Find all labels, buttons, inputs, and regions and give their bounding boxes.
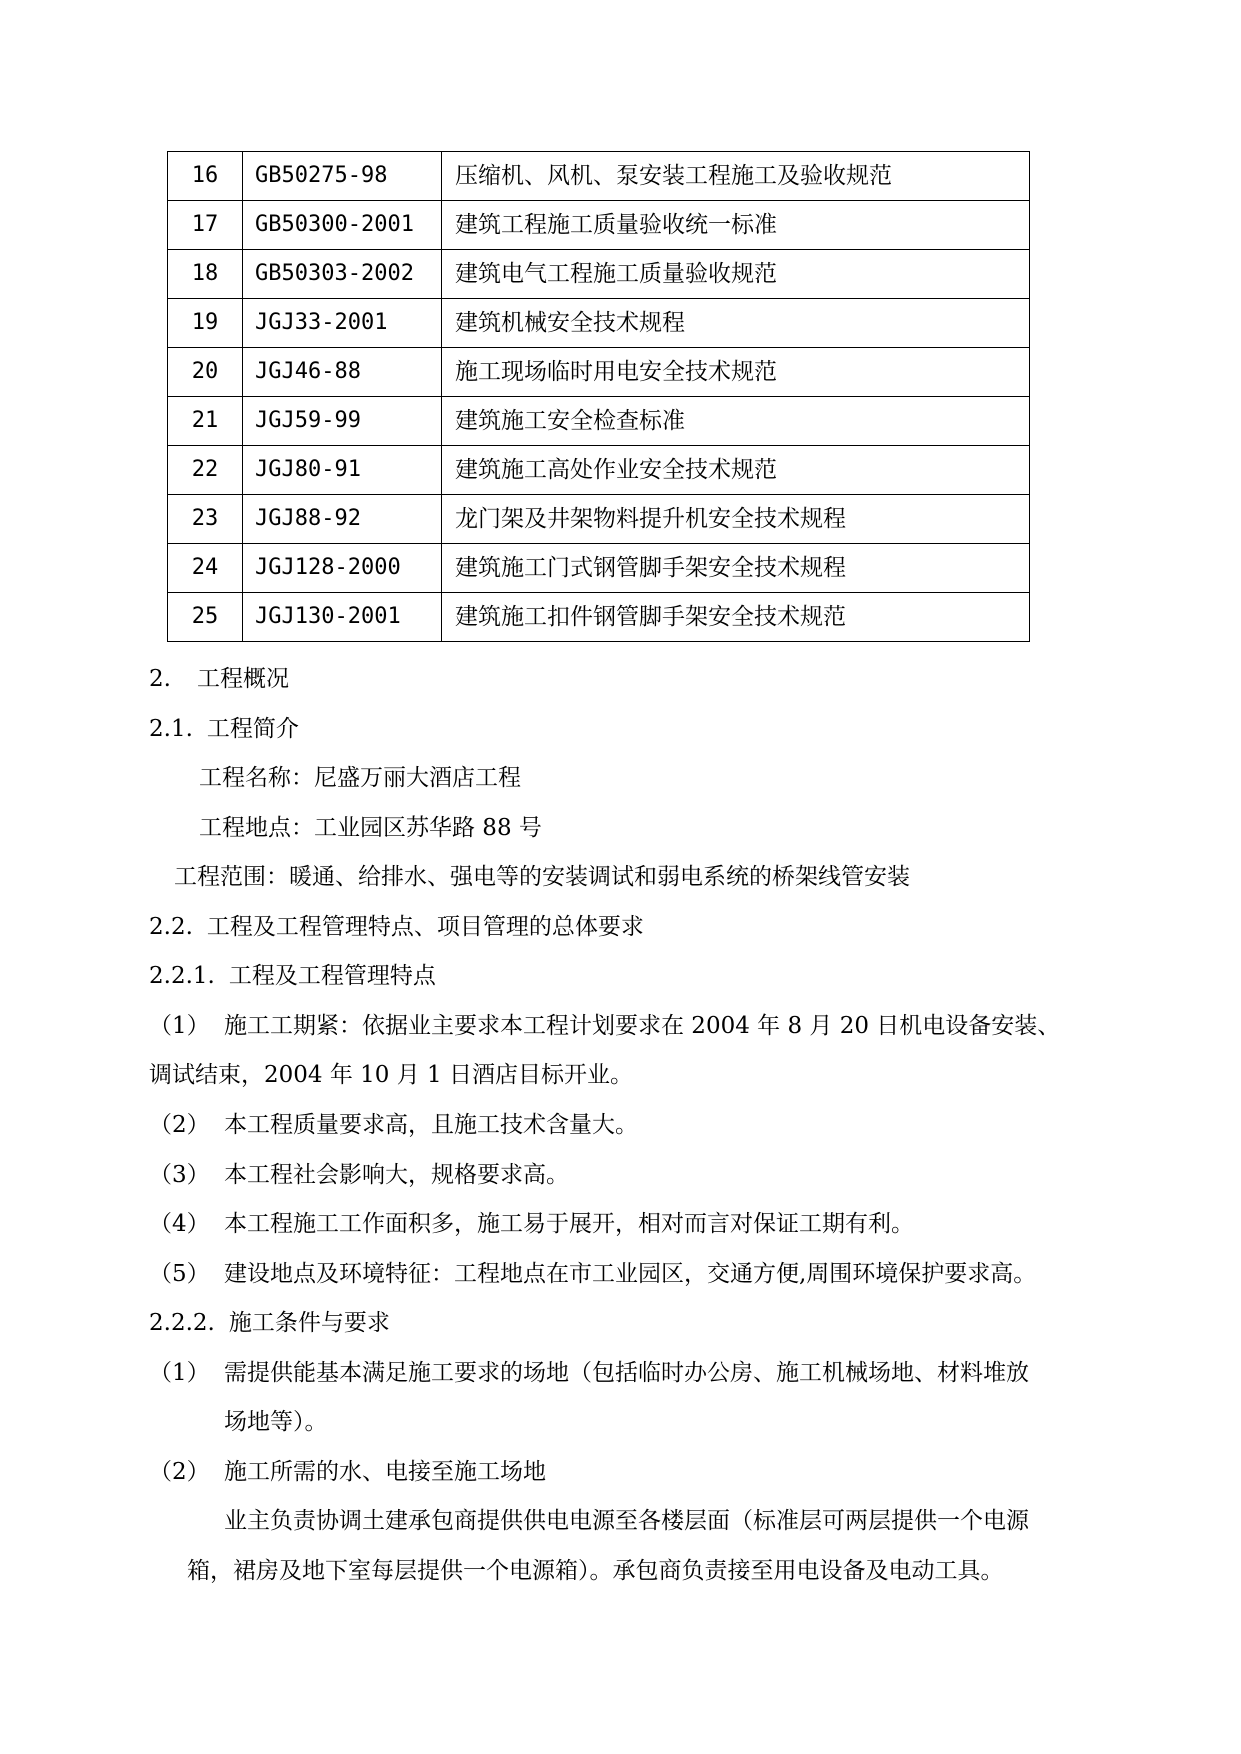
paragraph: 业主负责协调土建承包商提供供电电源至各楼层面（标准层可两层提供一个电源	[224, 1508, 1029, 1534]
section-number: 2.1.	[149, 716, 193, 742]
row-number-cell: 24	[168, 544, 243, 593]
item-label: （2）	[149, 1459, 210, 1485]
list-item	[149, 1263, 1036, 1286]
standards-table	[167, 151, 1030, 642]
standard-code-cell: JGJ33-2001	[243, 299, 442, 348]
standard-code-cell: JGJ80-91	[243, 446, 442, 495]
item-text: 建设地点及环境特征：工程地点在市工业园区，交通方便,周围环境保护要求高。	[224, 1261, 1037, 1287]
standard-code-cell: GB50303-2002	[243, 250, 442, 299]
section-number: 2.	[149, 666, 171, 692]
section-2-2-2-heading	[149, 1312, 390, 1335]
standard-name-cell: 建筑电气工程施工质量验收规范	[442, 250, 1030, 299]
section-title: 工程简介	[206, 716, 299, 742]
item-label: （2）	[149, 1112, 210, 1138]
standard-name-cell: 建筑工程施工质量验收统一标准	[442, 201, 1030, 250]
item-text: 施工工期紧：依据业主要求本工程计划要求在 2004 年 8 月 20 日机电设备安装、	[224, 1013, 1061, 1039]
list-item	[149, 1461, 546, 1484]
section-title: 施工条件与要求	[228, 1310, 390, 1336]
list-item	[149, 1362, 1029, 1385]
standard-code-cell: JGJ59-99	[243, 397, 442, 446]
standard-code-cell: GB50275-98	[243, 152, 442, 201]
section-2-heading	[149, 668, 289, 691]
row-number-cell: 19	[168, 299, 243, 348]
row-number-cell: 16	[168, 152, 243, 201]
list-item	[149, 1213, 914, 1236]
section-title: 工程概况	[196, 666, 289, 692]
table-row	[168, 152, 1030, 201]
item-label: （1）	[149, 1360, 210, 1386]
standard-name-cell: 施工现场临时用电安全技术规范	[442, 348, 1030, 397]
section-2-1-heading	[149, 718, 299, 741]
standard-code-cell: JGJ128-2000	[243, 544, 442, 593]
standard-name-cell: 建筑机械安全技术规程	[442, 299, 1030, 348]
project-location-line: 工程地点：工业园区苏华路 88 号	[199, 815, 542, 841]
section-number: 2.2.2.	[149, 1310, 215, 1336]
section-title: 工程及工程管理特点	[228, 963, 436, 989]
list-item-continuation: 场地等）。	[224, 1409, 328, 1435]
standard-code-cell: GB50300-2001	[243, 201, 442, 250]
project-name-line: 工程名称：尼盛万丽大酒店工程	[199, 765, 521, 791]
list-item	[149, 1114, 638, 1137]
item-text: 本工程质量要求高，且施工技术含量大。	[224, 1112, 638, 1138]
paragraph-continuation: 箱，裙房及地下室每层提供一个电源箱）。承包商负责接至用电设备及电动工具。	[187, 1558, 1004, 1584]
item-label: （4）	[149, 1211, 210, 1237]
item-text: 需提供能基本满足施工要求的场地（包括临时办公房、施工机械场地、材料堆放	[224, 1360, 1029, 1386]
standards-table-body	[168, 152, 1030, 642]
table-row	[168, 250, 1030, 299]
item-label: （1）	[149, 1013, 210, 1039]
row-number-cell: 23	[168, 495, 243, 544]
section-title: 工程及工程管理特点、项目管理的总体要求	[206, 914, 644, 940]
table-row	[168, 348, 1030, 397]
row-number-cell: 25	[168, 593, 243, 642]
standard-name-cell: 建筑施工门式钢管脚手架安全技术规程	[442, 544, 1030, 593]
standard-code-cell: JGJ130-2001	[243, 593, 442, 642]
row-number-cell: 21	[168, 397, 243, 446]
table-row	[168, 544, 1030, 593]
table-row	[168, 495, 1030, 544]
section-2-2-1-heading	[149, 965, 436, 988]
table-row	[168, 397, 1030, 446]
table-row	[168, 299, 1030, 348]
standard-name-cell: 建筑施工扣件钢管脚手架安全技术规范	[442, 593, 1030, 642]
item-label: （3）	[149, 1162, 210, 1188]
standard-name-cell: 建筑施工高处作业安全技术规范	[442, 446, 1030, 495]
standard-name-cell: 龙门架及井架物料提升机安全技术规程	[442, 495, 1030, 544]
section-number: 2.2.	[149, 914, 193, 940]
table-row	[168, 201, 1030, 250]
table-row	[168, 446, 1030, 495]
section-number: 2.2.1.	[149, 963, 215, 989]
section-2-2-heading	[149, 916, 644, 939]
item-text: 本工程社会影响大，规格要求高。	[224, 1162, 569, 1188]
project-scope-line: 工程范围：暖通、给排水、强电等的安装调试和弱电系统的桥架线管安装	[174, 864, 910, 890]
row-number-cell: 18	[168, 250, 243, 299]
row-number-cell: 22	[168, 446, 243, 495]
standard-name-cell: 建筑施工安全检查标准	[442, 397, 1030, 446]
standard-name-cell: 压缩机、风机、泵安装工程施工及验收规范	[442, 152, 1030, 201]
table-row	[168, 593, 1030, 642]
row-number-cell: 17	[168, 201, 243, 250]
list-item	[149, 1164, 569, 1187]
list-item	[149, 1015, 1060, 1038]
item-label: （5）	[149, 1261, 210, 1287]
item-text: 本工程施工工作面积多，施工易于展开，相对而言对保证工期有利。	[224, 1211, 914, 1237]
standard-code-cell: JGJ46-88	[243, 348, 442, 397]
item-text: 施工所需的水、电接至施工场地	[224, 1459, 546, 1485]
row-number-cell: 20	[168, 348, 243, 397]
standard-code-cell: JGJ88-92	[243, 495, 442, 544]
list-item-continuation: 调试结束，2004 年 10 月 1 日酒店目标开业。	[149, 1062, 633, 1088]
